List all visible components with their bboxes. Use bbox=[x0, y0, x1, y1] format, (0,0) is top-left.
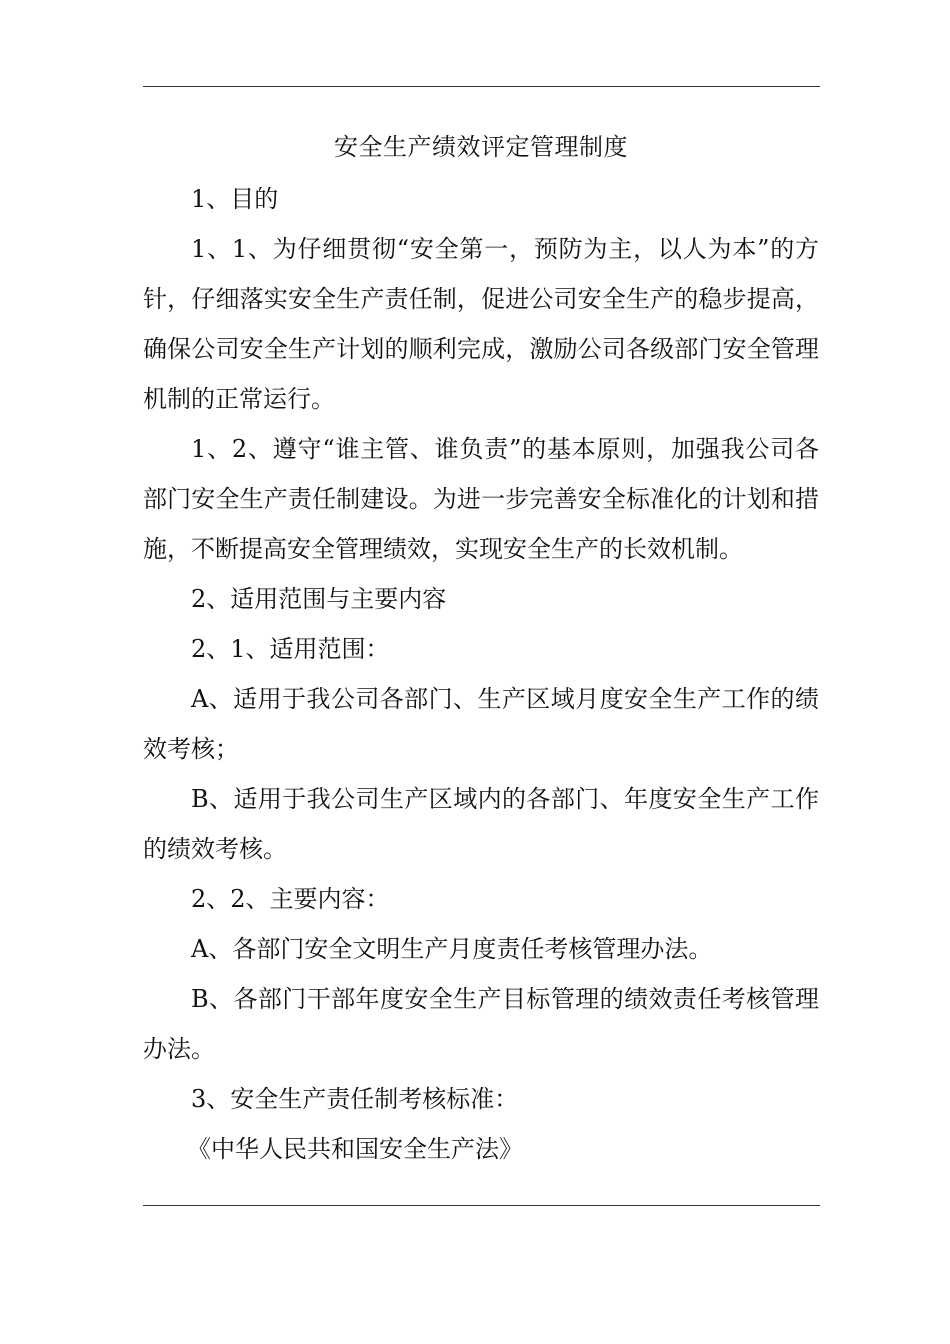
document-title: 安全生产绩效评定管理制度 bbox=[334, 133, 628, 161]
paragraph-2-1-b: B、适用于我公司生产区域内的各部门、年度安全生产工作的绩效考核。 bbox=[143, 785, 819, 863]
section-1-heading: 1、目的 bbox=[191, 185, 279, 213]
paragraph-2-2-heading: 2、2、主要内容： bbox=[191, 885, 390, 913]
paragraph-2-1-a: A、适用于我公司各部门、生产区域月度安全生产工作的绩效考核； bbox=[143, 685, 819, 763]
paragraph-2-1-heading: 2、1、适用范围： bbox=[191, 635, 390, 663]
paragraph-1-2: 1、2、遵守“谁主管、谁负责”的基本原则，加强我公司各部门安全生产责任制建设。为进一步完善安全标准化的计划和措施，不断提高安全管理绩效，实现安全生产的长效机制。 bbox=[143, 435, 819, 563]
section-2-heading: 2、适用范围与主要内容 bbox=[191, 585, 447, 613]
footer-rule bbox=[143, 1205, 820, 1206]
document-body bbox=[143, 124, 819, 1174]
law-reference: 《中华人民共和国安全生产法》 bbox=[187, 1135, 523, 1163]
section-3-heading: 3、安全生产责任制考核标准： bbox=[191, 1085, 519, 1113]
paragraph-1-1: 1、1、为仔细贯彻“安全第一，预防为主，以人为本”的方针，仔细落实安全生产责任制，促进公司安全生产的稳步提高，确保公司安全生产计划的顺利完成，激励公司各级部门安全管理机制的正常运行。 bbox=[143, 235, 819, 413]
header-rule bbox=[143, 86, 820, 87]
paragraph-2-2-b: B、各部门干部年度安全生产目标管理的绩效责任考核管理办法。 bbox=[143, 985, 819, 1063]
paragraph-2-2-a: A、各部门安全文明生产月度责任考核管理办法。 bbox=[191, 935, 713, 963]
